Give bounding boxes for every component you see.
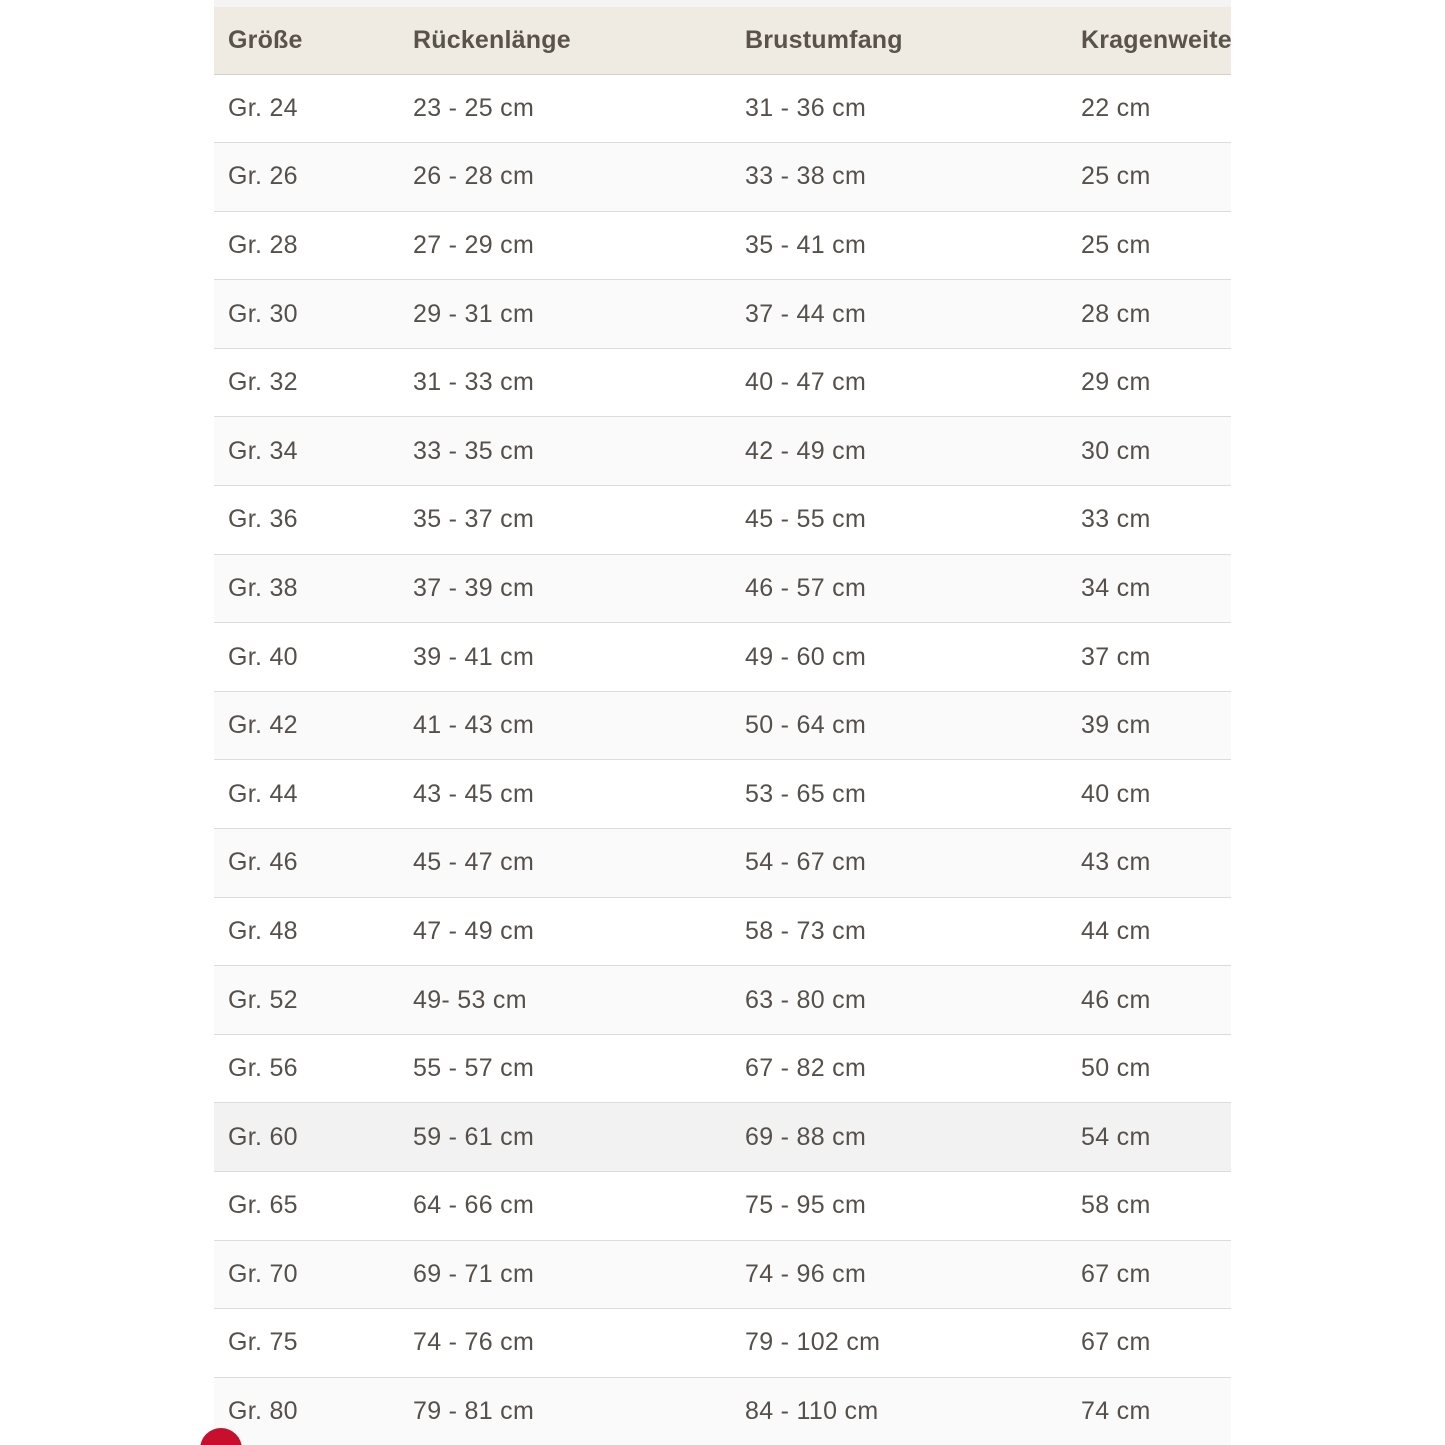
cell-chest: 84 - 110 cm xyxy=(731,1377,1067,1445)
cell-chest: 67 - 82 cm xyxy=(731,1034,1067,1103)
cell-size: Gr. 42 xyxy=(214,691,399,760)
cell-collar: 58 cm xyxy=(1067,1172,1231,1241)
table-row xyxy=(214,280,1231,349)
table-row xyxy=(214,486,1231,555)
table-row xyxy=(214,554,1231,623)
cell-size: Gr. 48 xyxy=(214,897,399,966)
cell-collar: 43 cm xyxy=(1067,829,1231,898)
table-row xyxy=(214,417,1231,486)
table-row xyxy=(214,1103,1231,1172)
cell-size: Gr. 36 xyxy=(214,486,399,555)
cell-chest: 79 - 102 cm xyxy=(731,1309,1067,1378)
cell-chest: 58 - 73 cm xyxy=(731,897,1067,966)
cell-size: Gr. 38 xyxy=(214,554,399,623)
cell-back-length: 47 - 49 cm xyxy=(399,897,731,966)
cell-collar: 37 cm xyxy=(1067,623,1231,692)
cell-collar: 34 cm xyxy=(1067,554,1231,623)
cell-collar: 67 cm xyxy=(1067,1309,1231,1378)
cell-size: Gr. 60 xyxy=(214,1103,399,1172)
cell-back-length: 39 - 41 cm xyxy=(399,623,731,692)
cell-size: Gr. 30 xyxy=(214,280,399,349)
cell-chest: 74 - 96 cm xyxy=(731,1240,1067,1309)
top-strip xyxy=(214,0,1231,7)
cell-chest: 42 - 49 cm xyxy=(731,417,1067,486)
cell-back-length: 23 - 25 cm xyxy=(399,74,731,143)
cell-back-length: 35 - 37 cm xyxy=(399,486,731,555)
table-body xyxy=(214,74,1231,1445)
cell-size: Gr. 70 xyxy=(214,1240,399,1309)
cell-chest: 46 - 57 cm xyxy=(731,554,1067,623)
cell-collar: 25 cm xyxy=(1067,143,1231,212)
cell-back-length: 74 - 76 cm xyxy=(399,1309,731,1378)
cell-size: Gr. 26 xyxy=(214,143,399,212)
header-back-length: Rückenlänge xyxy=(399,7,731,74)
cell-collar: 39 cm xyxy=(1067,691,1231,760)
cell-collar: 29 cm xyxy=(1067,348,1231,417)
cell-size: Gr. 28 xyxy=(214,211,399,280)
table-row xyxy=(214,1172,1231,1241)
cell-collar: 22 cm xyxy=(1067,74,1231,143)
table-row xyxy=(214,143,1231,212)
cell-chest: 31 - 36 cm xyxy=(731,74,1067,143)
cell-collar: 67 cm xyxy=(1067,1240,1231,1309)
cell-size: Gr. 44 xyxy=(214,760,399,829)
table-row xyxy=(214,623,1231,692)
cell-back-length: 29 - 31 cm xyxy=(399,280,731,349)
cell-back-length: 49- 53 cm xyxy=(399,966,731,1035)
cell-size: Gr. 46 xyxy=(214,829,399,898)
cell-collar: 40 cm xyxy=(1067,760,1231,829)
cell-collar: 33 cm xyxy=(1067,486,1231,555)
cell-back-length: 59 - 61 cm xyxy=(399,1103,731,1172)
cell-chest: 45 - 55 cm xyxy=(731,486,1067,555)
cell-chest: 40 - 47 cm xyxy=(731,348,1067,417)
cell-back-length: 37 - 39 cm xyxy=(399,554,731,623)
cell-collar: 30 cm xyxy=(1067,417,1231,486)
cell-chest: 63 - 80 cm xyxy=(731,966,1067,1035)
table-row xyxy=(214,760,1231,829)
table-row xyxy=(214,897,1231,966)
cell-back-length: 79 - 81 cm xyxy=(399,1377,731,1445)
cell-chest: 33 - 38 cm xyxy=(731,143,1067,212)
cell-size: Gr. 75 xyxy=(214,1309,399,1378)
cell-size: Gr. 24 xyxy=(214,74,399,143)
cell-chest: 50 - 64 cm xyxy=(731,691,1067,760)
cell-size: Gr. 80 xyxy=(214,1377,399,1445)
cell-back-length: 69 - 71 cm xyxy=(399,1240,731,1309)
cell-back-length: 45 - 47 cm xyxy=(399,829,731,898)
cell-size: Gr. 32 xyxy=(214,348,399,417)
cell-collar: 74 cm xyxy=(1067,1377,1231,1445)
cell-collar: 46 cm xyxy=(1067,966,1231,1035)
table-row xyxy=(214,348,1231,417)
cell-collar: 25 cm xyxy=(1067,211,1231,280)
table-row xyxy=(214,691,1231,760)
cell-size: Gr. 40 xyxy=(214,623,399,692)
cell-size: Gr. 34 xyxy=(214,417,399,486)
header-row xyxy=(214,7,1231,74)
header-collar: Kragenweite xyxy=(1067,7,1231,74)
cell-chest: 49 - 60 cm xyxy=(731,623,1067,692)
table-row xyxy=(214,966,1231,1035)
table-row xyxy=(214,74,1231,143)
header-chest: Brustumfang xyxy=(731,7,1067,74)
cell-back-length: 41 - 43 cm xyxy=(399,691,731,760)
cell-chest: 75 - 95 cm xyxy=(731,1172,1067,1241)
cell-size: Gr. 52 xyxy=(214,966,399,1035)
cell-collar: 28 cm xyxy=(1067,280,1231,349)
cell-chest: 69 - 88 cm xyxy=(731,1103,1067,1172)
cell-back-length: 27 - 29 cm xyxy=(399,211,731,280)
cell-back-length: 31 - 33 cm xyxy=(399,348,731,417)
table-row xyxy=(214,211,1231,280)
table-row xyxy=(214,1309,1231,1378)
cell-chest: 53 - 65 cm xyxy=(731,760,1067,829)
cell-back-length: 64 - 66 cm xyxy=(399,1172,731,1241)
cell-back-length: 55 - 57 cm xyxy=(399,1034,731,1103)
table-row xyxy=(214,1034,1231,1103)
cell-collar: 54 cm xyxy=(1067,1103,1231,1172)
cell-collar: 44 cm xyxy=(1067,897,1231,966)
cell-chest: 35 - 41 cm xyxy=(731,211,1067,280)
cell-back-length: 33 - 35 cm xyxy=(399,417,731,486)
table-row xyxy=(214,829,1231,898)
header-size: Größe xyxy=(214,7,399,74)
table-row xyxy=(214,1377,1231,1445)
cell-back-length: 43 - 45 cm xyxy=(399,760,731,829)
table-row xyxy=(214,1240,1231,1309)
cell-size: Gr. 65 xyxy=(214,1172,399,1241)
cell-chest: 54 - 67 cm xyxy=(731,829,1067,898)
size-chart-table xyxy=(214,7,1231,1445)
cell-size: Gr. 56 xyxy=(214,1034,399,1103)
cell-chest: 37 - 44 cm xyxy=(731,280,1067,349)
cell-collar: 50 cm xyxy=(1067,1034,1231,1103)
cell-back-length: 26 - 28 cm xyxy=(399,143,731,212)
table-header xyxy=(214,7,1231,74)
